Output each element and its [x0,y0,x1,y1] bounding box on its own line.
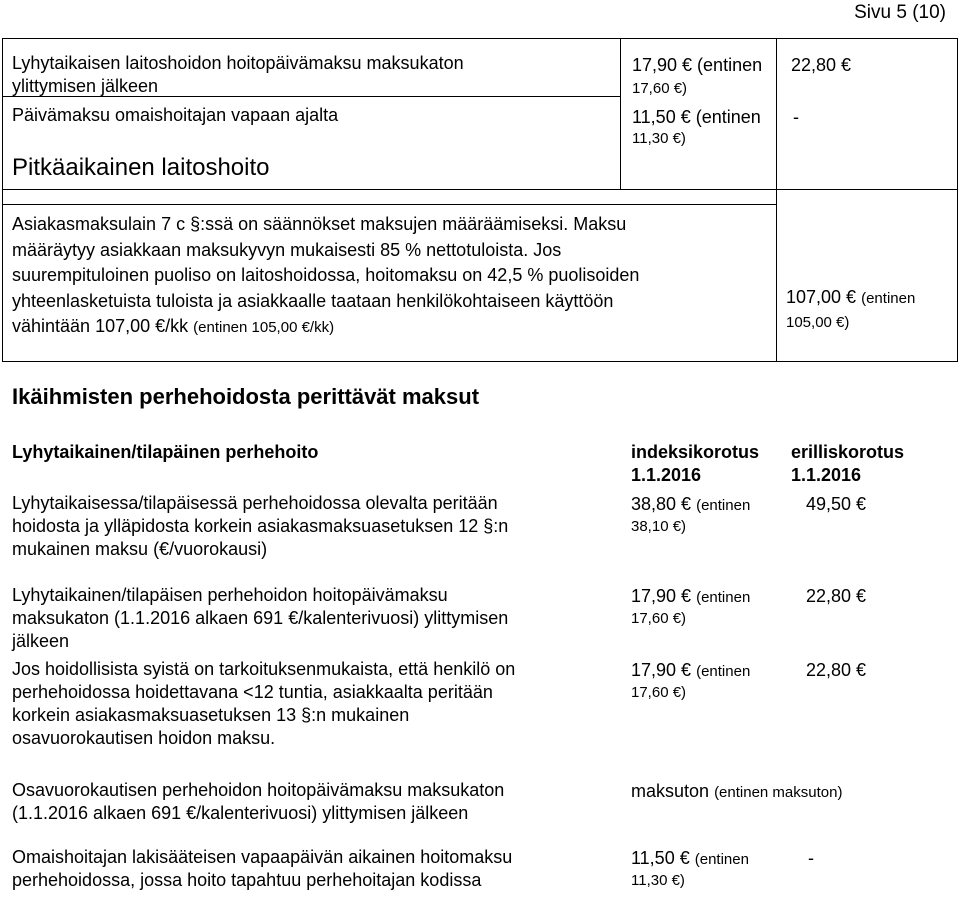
page-number: Sivu 5 (10) [854,2,946,23]
index-value-sub: 11,30 €) [631,872,685,889]
row-label: Lyhytaikaisen laitoshoidon hoitopäivämaksu maksukaton ylittymisen jälkeen [12,53,464,96]
row-label: Päivämaksu omaishoitajan vapaan ajalta [12,105,339,125]
index-value-sub: 17,60 €) [631,610,687,627]
index-value-sub: 17,60 €) [631,684,687,701]
section-title: Ikäihmisten perhehoidosta perittävät maksut [12,384,480,409]
table-border-right [957,38,958,362]
row-divider [2,189,957,190]
fee-row-label: Osavuorokautisen perhehoidon hoitopäivämaksu maksukaton (1.1.2016 alkaen 691 €/kalenterivuosi) ylittymisen jälkeen [12,780,505,823]
table-border-left [2,38,3,362]
current-value-sub: 105,00 €) [786,314,850,331]
table-border-top [2,38,957,39]
separate-value: 22,80 € [806,586,867,606]
separate-value: - [808,848,814,868]
column-header-label: Lyhytaikainen/tilapäinen perhehoito [12,442,319,462]
fee-row-label: Lyhytaikaisessa/tilapäisessä perhehoidossa olevalta peritään hoidosta ja ylläpidosta korkein asiakasmaksuasetuksen 12 §:n mukainen maksu (€/vuorokausi) [12,493,509,559]
old-value: 11,50 € (entinen [632,107,761,127]
index-value: maksuton (entinen maksuton) [631,781,843,801]
new-value: 22,80 € [791,55,852,75]
section-heading: Pitkäaikainen laitoshoito [12,154,270,181]
column-divider-1 [620,38,621,190]
column-header-separate-increase: erilliskorotus 1.1.2016 [791,442,905,485]
separate-value: 22,80 € [806,660,867,680]
fee-row-label: Jos hoidollisista syistä on tarkoituksenmukaista, että henkilö on perhehoidossa hoidettavana <12 tuntia, asiakkaalta peritään korkein asiakasmaksuasetuksen 13 §:n mukainen osavuorokautisen hoidon maksu. [12,659,516,748]
index-value-sub: 38,10 €) [631,518,687,535]
column-divider-2 [776,38,777,362]
old-value-sub: 11,30 €) [632,130,686,147]
separate-value: 49,50 € [806,494,867,514]
current-value: 107,00 € (entinen [786,287,916,307]
index-value: 38,80 € (entinen [631,494,751,514]
fee-row-label: Lyhytaikainen/tilapäisen perhehoidon hoitopäivämaksu maksukaton (1.1.2016 alkaen 691 €/kalenterivuosi) ylittymisen jälkeen [12,585,509,651]
old-value: 17,90 € (entinen [632,55,763,75]
index-value: 17,90 € (entinen [631,660,751,680]
new-value: - [793,107,799,127]
fee-row-label: Omaishoitajan lakisääteisen vapaapäivän aikainen hoitomaksu perhehoidossa, jossa hoito tapahtuu perhehoitajan kodissa [12,847,513,890]
index-value: 11,50 € (entinen [631,848,749,868]
old-value-sub: 17,60 €) [632,80,688,97]
table-border-bottom [2,361,957,362]
row-description: Asiakasmaksulain 7 c §:ssä on säännökset maksujen määräämiseksi. Maksu määräytyy asiakkaan maksukyvyn mukaisesti 85 % nettotuloista. Jos suurempituloinen puoliso on laitoshoidossa, hoitomaksu on 42,5 % puolisoiden yhteenlasketuista tuloista ja asiakkaalle taataan henkilökohtaiseen käyttöön vähintään 107,00 €/kk (entinen 105,00 €/kk) [12,214,640,336]
column-header-index-increase: indeksikorotus 1.1.2016 [631,442,760,485]
index-value: 17,90 € (entinen [631,586,751,606]
row-divider [2,204,777,205]
